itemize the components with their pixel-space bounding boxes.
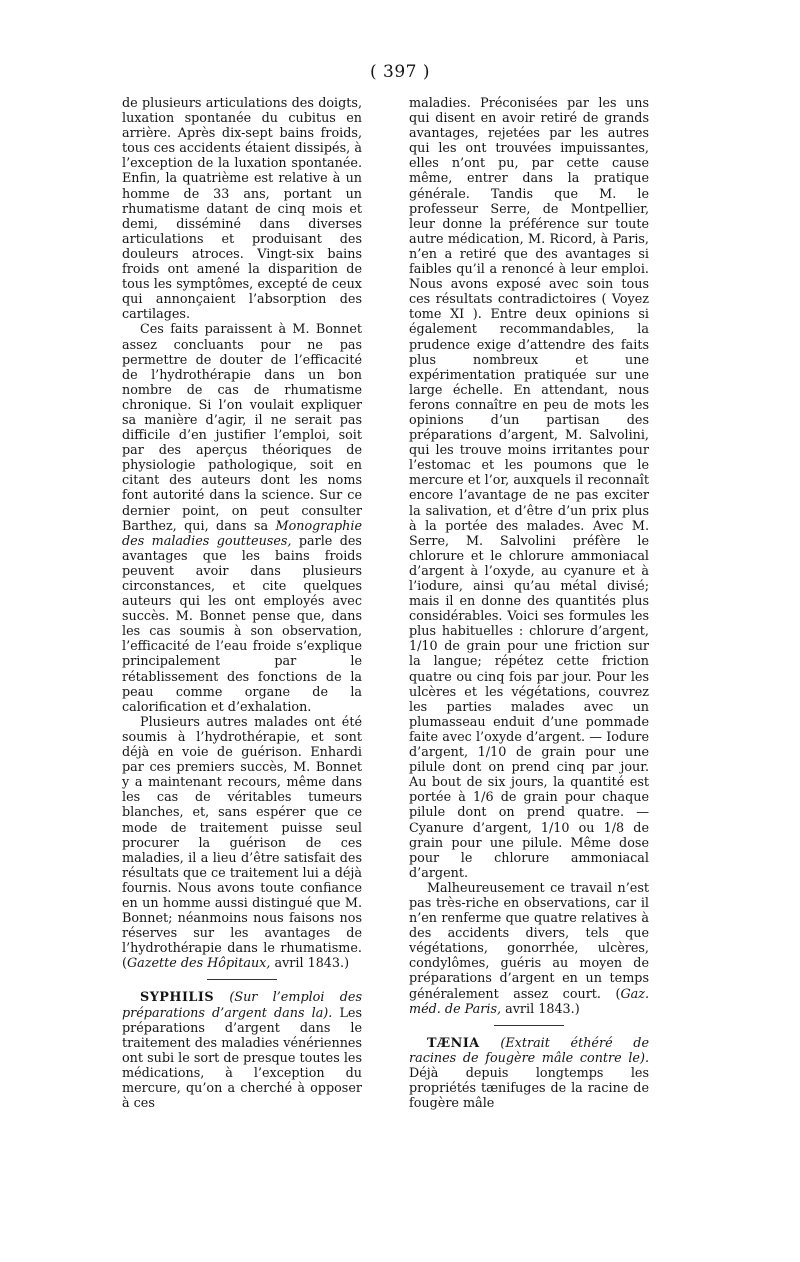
section-heading: TÆNIA <box>427 1035 480 1051</box>
paragraph-silver-preparations: maladies. Préconisées par les uns qui disent en avoir retiré de grands avantages, rejetées par les autres qui les ont trouvées impuissantes, elles n’ont pu, par cette cause même, entrer dans la pratique générale. Tandis que M. le professeur Serre, de Montpellier, leur donne la préférence sur toute autre médication, M. Ricord, à Paris, n’en a retiré que des avantages si faibles qu’il a renoncé à leur emploi. Nous avons exposé avec soin tous ces résultats contradictoires ( Voyez tome XI ). Entre deux opinions si également recommandables, la prudence exige d’attendre des faits plus nombreux et une expérimentation pratiquée sur une large échelle. En attendant, nous ferons connaître en peu de mots les opinions d’un partisan des préparations d’argent, M. Salvolini, qui les trouve moins irritantes pour l’estomac et les poumons que le mercure et l’or, auxquels il reconnaît encore l’avantage de ne pas exciter la salivation, et d’être d’un prix plus à la portée des malades. Avec M. Serre, M. Salvolini préfère le chlorure et le chlorure ammoniacal d’argent à l’oxyde, au cyanure et à l’iodure, ainsi qu’au métal divisé; mais il en donne des quantités plus considérables. Voici ses formules les plus habituelles : chlorure d’argent, 1/10 de grain pour une friction sur la langue; répétez cette friction quatre ou cinq fois par jour. Pour les ulcères et les végétations, couvrez les parties malades avec un plumasseau enduit d’une pommade faite avec l’oxyde d’argent. — Iodure d’argent, 1/10 de grain pour une pilule dont on prend cinq par jour. Au bout de six jours, la quantité est portée à 1/6 de grain pour chaque pilule dont on prend quatre. — Cyanure d’argent, 1/10 ou 1/8 de grain pour une pilule. Même dose pour le chlorure ammoniacal d’argent. <box>409 96 649 881</box>
section-divider <box>207 979 277 980</box>
source-citation: Gazette des Hôpitaux, <box>126 956 271 972</box>
left-column <box>122 96 362 1111</box>
paragraph-other-patients: Plusieurs autres malades ont été soumis à l’hydrothérapie, et sont déjà en voie de guérison. Enhardi par ces premiers succès, M. Bonnet y a maintenant recours, même dans les cas de véritables tumeurs blanches, et, sans espérer que ce mode de traitement puisse seul procurer la guérison de ces maladies, il a lieu d’être satisfait des résultats que ce traitement lui a déjà fournis. Nous avons toute confiance en un homme aussi distingué que M. Bonnet; néanmoins nous faisons nos réserves sur les avantages de l’hydrothérapie dans le rhumatisme. (Gazette des Hôpitaux, avril 1843.) <box>122 714 362 972</box>
paragraph-continuation: de plusieurs articulations des doigts, luxation spontanée du cubitus en arrière. Après dix-sept bains froids, tous ces accidents étaient dissipés, à l’exception de la luxation spontanée. Enfin, la quatrième est relative à un homme de 33 ans, portant un rhumatisme datant de cinq mois et demi, disséminé dans diverses articulations et produisant des douleurs atroces. Vingt-six bains froids ont amené la disparition de tous les symptômes, excepté de ceux qui annonçaient l’absorption des cartilages. <box>122 96 362 323</box>
section-subtitle: (Extrait éthéré de racines de fougère mâle contre le). <box>409 1035 649 1066</box>
section-syphilis: SYPHILIS (Sur l’emploi des préparations d’argent dans la). Les préparations d’argent dans le traitement des maladies vénériennes ont subi le sort de presque toutes les médications, à l’exception du mercure, qu’on a cherché à opposer à ces <box>122 990 362 1112</box>
section-divider <box>494 1025 564 1026</box>
section-taenia: TÆNIA (Extrait éthéré de racines de fougère mâle contre le). Déjà depuis longtemps les propriétés tænifuges de la racine de fougère mâle <box>409 1035 649 1112</box>
section-subtitle: (Sur l’emploi des préparations d’argent dans la). <box>122 990 362 1021</box>
right-column <box>409 96 649 1111</box>
source-citation: Gaz. méd. de Paris, <box>409 986 649 1017</box>
paragraph-bonnet-conclusion: Ces faits paraissent à M. Bonnet assez concluants pour ne pas permettre de douter de l’efficacité de l’hydrothérapie dans un bon nombre de cas de rhumatisme chronique. Si l’on voulait expliquer sa manière d’agir, il ne serait pas difficile d’en justifier l’emploi, soit par des aperçus théoriques de physiologie pathologique, soit en citant des auteurs dont les noms font autorité dans la science. Sur ce dernier point, on peut consulter Barthez, qui, dans sa Monographie des maladies goutteuses, parle des avantages que les bains froids peuvent avoir dans plusieurs circonstances, et cite quelques auteurs qui les ont employés avec succès. M. Bonnet pense que, dans les cas soumis à son observation, l’efficacité de l’eau froide s’explique principalement par le rétablissement des fonctions de la peau comme organe de la calorification et d’exhalation. <box>122 322 362 715</box>
book-title-italic: Monographie des maladies goutteuses, <box>122 518 362 549</box>
paragraph-salvolini-work: Malheureusement ce travail n’est pas très-riche en observations, car il n’en renferme que quatre relatives à des accidents divers, tels que végétations, gonorrhée, ulcères, condylômes, guéris au moyen de préparations d’argent en un temps généralement assez court. (Gaz. méd. de Paris, avril 1843.) <box>409 880 649 1017</box>
section-heading: SYPHILIS <box>140 990 215 1006</box>
page-number: ( 397 ) <box>369 62 431 82</box>
